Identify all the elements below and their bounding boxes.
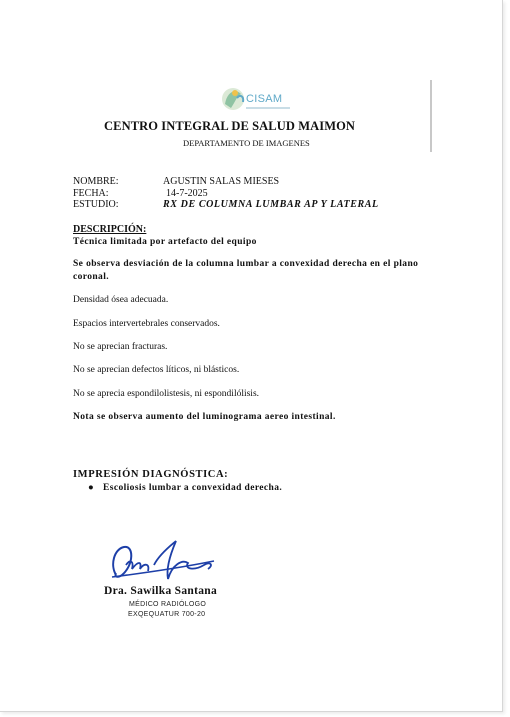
handwritten-signature-icon (104, 535, 220, 587)
name-value: AGUSTIN SALAS MIESES (163, 176, 280, 187)
description-heading: DESCRIPCIÓN: (73, 224, 147, 235)
doctor-title: MÉDICO RADIÓLOGO (129, 601, 207, 608)
date-label: FECHA: (73, 188, 109, 199)
description-paragraph: Técnica limitada por artefacto del equipo (73, 237, 257, 247)
impression-item: Escoliosis lumbar a convexidad derecha. (103, 483, 283, 493)
description-paragraph: Densidad ósea adecuada. (73, 295, 169, 305)
description-paragraph: No se aprecia espondilolistesis, ni espondilólisis. (73, 389, 260, 399)
header-divider (430, 80, 432, 152)
bullet-icon: ● (88, 483, 94, 493)
description-paragraph: Se observa desviación de la columna lumbar a convexidad derecha en el plano coronal. (73, 259, 419, 282)
department-name: DEPARTAMENTO DE IMAGENES (183, 138, 310, 148)
logo-text: CISAM (246, 93, 283, 105)
doctor-name: Dra. Sawilka Santana (104, 585, 218, 597)
description-paragraph: No se aprecian fracturas. (73, 342, 168, 352)
description-paragraph: Espacios intervertebrales conservados. (73, 319, 220, 329)
impression-heading: IMPRESIÓN DIAGNÓSTICA: (73, 469, 229, 480)
doctor-exequatur: EXQEQUATUR 700-20 (128, 611, 206, 618)
study-label: ESTUDIO: (73, 199, 119, 210)
description-paragraph: No se aprecian defectos líticos, ni blásticos. (73, 365, 240, 375)
name-label: NOMBRE: (73, 176, 119, 187)
description-paragraph: Nota se observa aumento del luminograma aereo intestinal. (73, 412, 336, 422)
clinic-name: CENTRO INTEGRAL DE SALUD MAIMON (104, 119, 356, 133)
logo-subline (246, 107, 290, 109)
study-value: RX DE COLUMNA LUMBAR AP Y LATERAL (163, 199, 379, 210)
date-value: 14-7-2025 (166, 188, 208, 199)
